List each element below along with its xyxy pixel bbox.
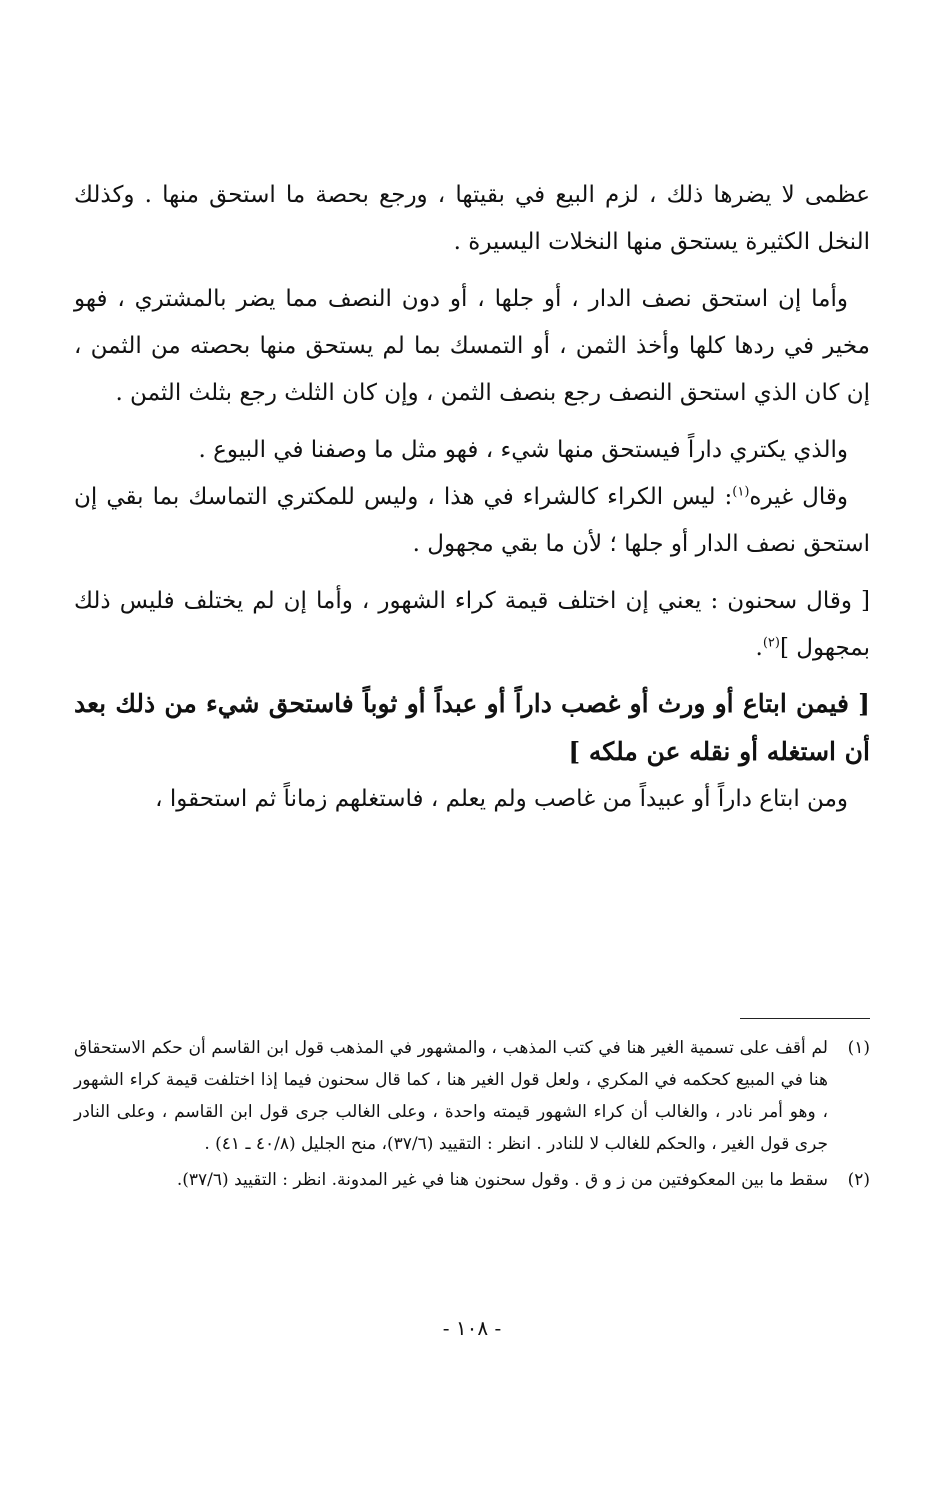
footnotes xyxy=(74,1032,870,1200)
footnote-ref-2: (٢) xyxy=(762,635,780,651)
footnote-number: (٢) xyxy=(847,1170,870,1190)
section-heading: [ فيمن ابتاع أو ورث أو غصب داراً أو عبداً أو ثوباً فاستحق شيء من ذلك بعد أن استغله أو نقله عن ملكه ] xyxy=(74,689,870,766)
footnote-1 xyxy=(74,1032,870,1160)
page-number: - ١٠٨ - xyxy=(442,1316,502,1340)
footnote-text: لم أقف على تسمية الغير هنا في كتب المذهب ، والمشهور في المذهب قول ابن القاسم أن حكم الاستحقاق هنا في المبيع كحكمه في المكري ، ولعل قول الغير هنا ، كما قال سحنون فيما إذا اختلفت قيمة كراء الشهور ، وهو أمر نادر ، والغالب أن كراء الشهور قيمته واحدة ، وعلى الغالب جرى قول ابن القاسم ، وعلى النادر جرى قول الغير ، والحكم للغالب لا للنادر . انظر : التقييد (٣٧/٦)، منح الجليل (٤٠/٨ ـ ٤١) . xyxy=(74,1038,828,1154)
footnote-ref-1: (١) xyxy=(732,484,750,500)
footnote-text: سقط ما بين المعكوفتين من ز و ق . وقول سحنون هنا في غير المدونة. انظر : التقييد (٣٧/٦). xyxy=(176,1170,828,1190)
paragraph-4-text-end: : ليس الكراء كالشراء في هذا ، وليس للمكتري التماسك بما بقي إن استحق نصف الدار أو جلها ؛ لأن ما بقي مجهول . xyxy=(74,484,870,557)
footnote-2 xyxy=(74,1164,870,1196)
paragraph-3: والذي يكتري داراً فيستحق منها شيء ، فهو مثل ما وصفنا في البيوع . xyxy=(198,437,848,463)
paragraph-2: وأما إن استحق نصف الدار ، أو جلها ، أو دون النصف مما يضر بالمشتري ، فهو مخير في ردها كلها وأخذ الثمن ، أو التمسك بما لم يستحق منها بحصته من الثمن ، إن كان الذي استحق النصف رجع بنصف الثمن ، وإن كان الثلث رجع بثلث الثمن . xyxy=(74,286,870,406)
document-page xyxy=(74,0,870,1494)
footnote-separator xyxy=(740,1018,870,1019)
paragraph-6: ومن ابتاع داراً أو عبيداً من غاصب ولم يعلم ، فاستغلهم زماناً ثم استحقوا ، xyxy=(155,786,848,812)
paragraph-1: عظمى لا يضرها ذلك ، لزم البيع في بقيتها ، ورجع بحصة ما استحق منها . وكذلك النخل الكثيرة يستحق منها النخلات اليسيرة . xyxy=(74,182,870,255)
paragraph-4 xyxy=(74,474,870,568)
paragraph-4-text-start: وقال غيره xyxy=(749,484,848,510)
paragraph-5 xyxy=(74,578,870,672)
main-text xyxy=(74,172,870,823)
paragraph-5-period: . xyxy=(755,635,763,661)
footnote-number: (١) xyxy=(847,1038,870,1058)
paragraph-5-text: [ وقال سحنون : يعني إن اختلف قيمة كراء الشهور ، وأما إن لم يختلف فليس ذلك بمجهول ] xyxy=(74,588,870,661)
